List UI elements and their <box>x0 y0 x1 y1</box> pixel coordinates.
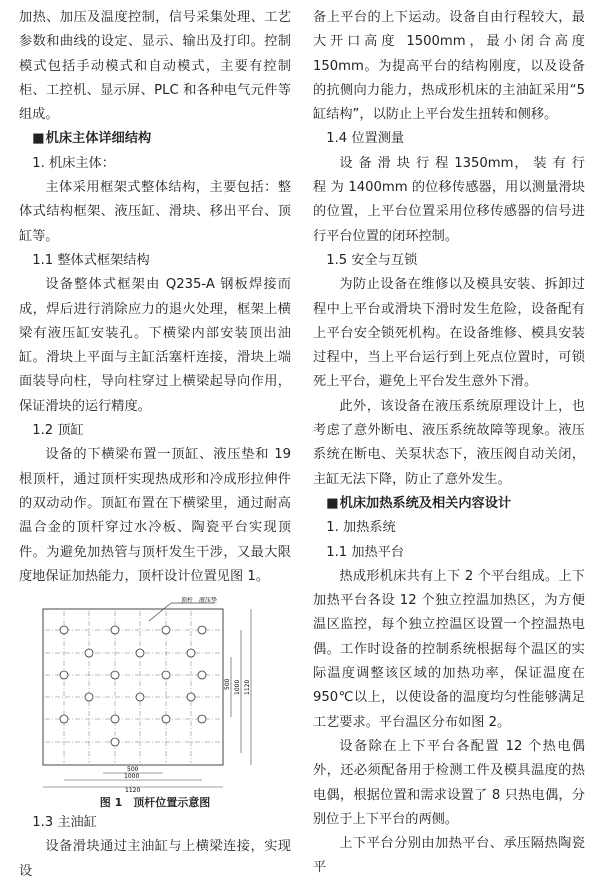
paragraph-frame-structure: 设备整体式框架由 Q235-A 钢板焊接而成，焊后进行消除应力的退火处理，框架上横梁有液压缸安装孔。下横梁内部安装顶出油缸。滑块上平面与主缸活塞杆连接，滑块上端面装导向柱，导向柱穿过上横梁起导向作用，保证滑块的运行精度。 <box>19 277 291 414</box>
ejector-rod-circle <box>85 649 93 657</box>
dim-label-h-500: 500 <box>127 766 139 774</box>
left-column <box>19 6 291 884</box>
heading-heating-system: 1. 加热系统 <box>326 520 396 536</box>
figure-grid-lines <box>45 611 221 763</box>
square-bullet-icon: ■ <box>326 495 339 511</box>
figure-ejector-rod-layout <box>19 597 291 793</box>
dim-label-v-500: 500 <box>224 678 231 691</box>
ejector-rod-circle <box>60 671 68 679</box>
ejector-rod-circle <box>187 693 195 701</box>
ejector-rod-circle <box>111 626 119 634</box>
dim-label-v-1120: 1120 <box>244 679 251 696</box>
dim-label-h-1120: 1120 <box>125 787 141 794</box>
heading-machine-body: 1. 机床主体： <box>32 155 115 171</box>
ejector-rod-circle <box>60 715 68 723</box>
ejector-rod-circle <box>136 693 144 701</box>
ejector-rod-circle <box>60 626 68 634</box>
ejector-rod-circle <box>198 715 206 723</box>
heading-ejector-cylinder: 1.2 顶缸 <box>32 423 84 439</box>
figure-caption: 图 1 顶杆位置示意图 <box>99 796 211 810</box>
leader-line-rod <box>149 603 171 621</box>
section-heading-machine-body: ■机床主体详细结构 <box>32 131 152 147</box>
ejector-rod-circle <box>162 671 170 679</box>
ejector-rod-circle <box>198 626 206 634</box>
paragraph-hydraulic-safety: 此外，该设备在液压系统原理设计上，也考虑了意外断电、液压系统故障等现象。液压系统在断电、关泵状态下，液压阀自动关闭，主缸无法下降，防止了意外发生。 <box>313 398 585 487</box>
ejector-rod-circle <box>198 671 206 679</box>
paragraph-position-measurement: 设 备 滑 块 行 程 1350mm， 装 有 行 程 为 1400mm 的位移传感器，用以测量滑块的位置，上平台位置采用位移传感器的信号进行平台位置的闭环控制。 <box>313 155 585 244</box>
ejector-rod-circle <box>111 715 119 723</box>
ejector-rod-circle <box>85 693 93 701</box>
ejector-rod-circle <box>187 649 195 657</box>
figure-rod-circles <box>60 626 206 746</box>
heading-heating-platform: 1.1 加热平台 <box>326 544 405 560</box>
paragraph-safety-interlock: 为防止设备在维修以及模具安装、拆卸过程中上平台或滑块下滑时发生危险，设备配有上平台安全锁死机构。在设备维修、模具安装过程中，当上平台运行到上死点位置时，可锁死上平台，避免上平台发生意外下滑。 <box>313 277 585 390</box>
figure-plate-outline <box>43 609 223 765</box>
section-heading-heating-system: ■机床加热系统及相关内容设计 <box>326 495 512 511</box>
heading-safety-interlock: 1.5 安全与互锁 <box>326 252 418 268</box>
ejector-rod-circle <box>136 649 144 657</box>
paragraph-control-continued: 加热、加压及温度控制，信号采集处理、工艺参数和曲线的设定、显示、输出及打印。控制模式包括手动模式和自动模式，主要有控制柜、工控机、显示屏、PLC 和各种电气元件等组成。 <box>19 10 291 123</box>
paragraph-ejector-cylinder: 设备的下横梁布置一顶缸、液压垫和 19 根顶杆，通过顶杆实现热成形和冷成形拉伸件的双动动作。顶缸布置在下横梁里，通过耐高温合金的顶杆穿过水冷板、陶瓷平台实现顶件。为避免加热管与顶杆发生干涉，又最大限度地保证加热能力，顶杆设计位置见图 1。 <box>19 447 291 584</box>
paragraph-machine-body: 主体采用框架式整体结构，主要包括：整体式结构框架、液压缸、滑块、移出平台、顶缸等。 <box>19 180 291 244</box>
paragraph-main-cylinder: 设备滑块通过主油缸与上横梁连接，实现设 <box>19 839 291 879</box>
paragraph-main-cylinder-continued: 备上平台的上下运动。设备自由行程较大，最大开口高度 1500mm，最小闭合高度 150mm。为提高平台的结构刚度，以及设备的抗侧向力能力，热成形机床的主油缸采用“5 缸结构”，以防止上平台发生扭转和侧移。 <box>313 10 585 123</box>
label-hydraulic-pad: 液压垫 <box>199 597 218 605</box>
ejector-rod-circle <box>162 626 170 634</box>
ejector-rod-circle <box>162 715 170 723</box>
label-ejector-rod: 顶杆 <box>181 597 194 605</box>
square-bullet-icon: ■ <box>32 131 45 147</box>
dim-label-v-1000: 1000 <box>234 679 241 696</box>
figure-ejector-rod-diagram <box>19 597 291 793</box>
paragraph-platform-composition: 上下平台分别由加热平台、承压隔热陶瓷平 <box>313 836 585 876</box>
right-column <box>313 6 585 881</box>
paragraph-thermocouples: 设备除在上下平台各配置 12 个热电偶外，还必须配备用于检测工件及模具温度的热电偶，根据位置和需求设置了 8 只热电偶，分别位于上下平台的两侧。 <box>313 738 585 827</box>
ejector-rod-circle <box>111 671 119 679</box>
heading-main-cylinder: 1.3 主油缸 <box>32 815 97 831</box>
paragraph-heating-platform: 热成形机床共有上下 2 个平台组成。上下加热平台各设 12 个独立控温加热区，为方便温区监控，每个独立控温区设置一个控温热电偶。工作时设备的控制系统根据每个温区的实际温度调整该区域的加热功率，保证温度在 950℃以上，以使设备的温度均匀性能够满足工艺要求。平台温区分布如图 2。 <box>313 568 585 730</box>
heading-frame-structure: 1.1 整体式框架结构 <box>32 252 150 268</box>
ejector-rod-circle <box>111 738 119 746</box>
heading-position-measurement: 1.4 位置测量 <box>326 131 405 147</box>
dim-label-h-1000: 1000 <box>124 773 140 781</box>
